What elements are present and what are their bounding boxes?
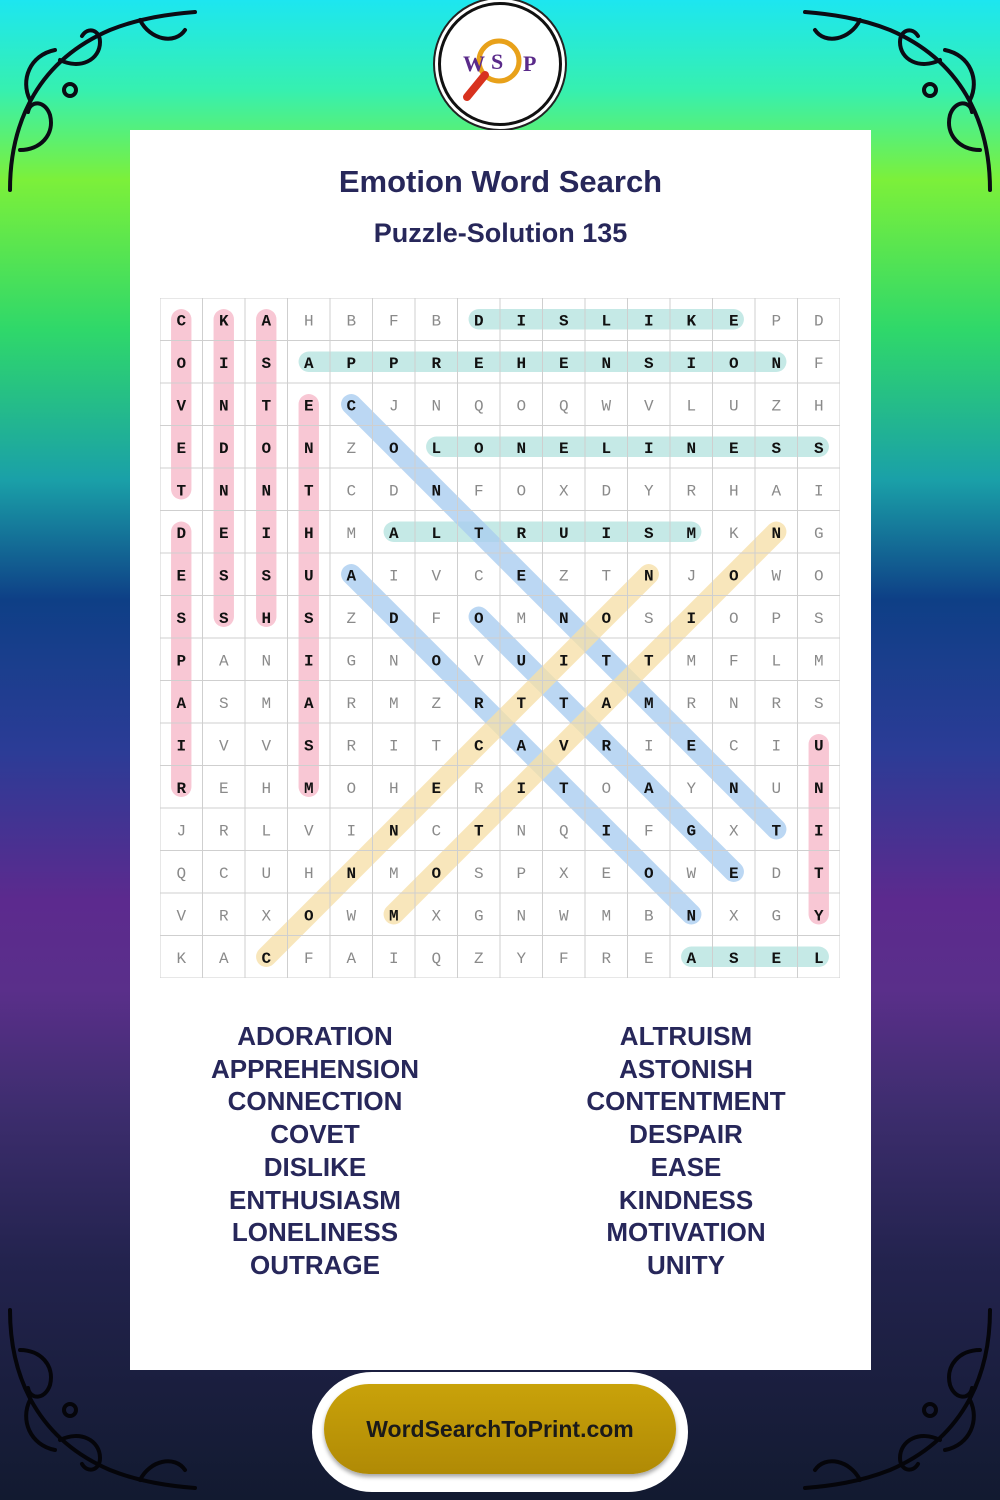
grid-letter: Z <box>771 397 782 416</box>
grid-letter: B <box>643 907 654 926</box>
grid-letter: D <box>473 312 484 331</box>
grid-letter: X <box>558 482 569 501</box>
grid-letter: S <box>303 737 314 756</box>
grid-letter: P <box>346 354 357 373</box>
grid-letter: T <box>558 779 569 798</box>
grid-letter: O <box>176 354 187 373</box>
grid-letter: N <box>558 609 569 628</box>
grid-letter: M <box>601 907 612 926</box>
grid-letter: Y <box>643 482 654 501</box>
site-link-button[interactable] <box>324 1384 676 1474</box>
word-list-right <box>501 1020 871 1282</box>
grid-letter: V <box>261 737 272 756</box>
grid-letter: I <box>388 737 399 756</box>
word-list-item: ALTRUISM <box>619 1021 753 1051</box>
grid-letter: Y <box>686 779 697 798</box>
grid-letter: S <box>261 567 272 586</box>
grid-letter: W <box>346 907 357 926</box>
grid-letter: O <box>643 864 654 883</box>
site-banner <box>312 1372 688 1492</box>
grid-letter: Q <box>558 822 569 841</box>
grid-letter: O <box>516 397 527 416</box>
grid-letter: W <box>686 864 697 883</box>
grid-letter: E <box>218 524 229 543</box>
grid-letter: R <box>601 949 612 968</box>
grid-letter: G <box>813 524 824 543</box>
grid-letter: Q <box>473 397 484 416</box>
magnifier-icon <box>441 5 559 123</box>
word-list-item: DISLIKE <box>263 1151 367 1182</box>
grid-letter: N <box>686 907 697 926</box>
grid-letter: S <box>261 354 272 373</box>
grid-letter: C <box>473 567 484 586</box>
grid-letter: J <box>388 397 399 416</box>
grid-letter: N <box>261 482 272 501</box>
grid-letter: X <box>558 864 569 883</box>
grid-letter: E <box>601 864 612 883</box>
grid-letter: N <box>728 779 739 798</box>
grid-letter: A <box>261 312 272 331</box>
logo-letter-s: S <box>491 49 504 74</box>
grid-letter: K <box>686 312 697 331</box>
grid-letter: B <box>431 312 442 331</box>
word-search-grid <box>160 298 840 978</box>
grid-letter: U <box>261 864 272 883</box>
grid-letter: R <box>771 694 782 713</box>
grid-letter: D <box>176 524 187 543</box>
grid-letter: S <box>303 609 314 628</box>
grid-letter: N <box>346 864 357 883</box>
grid-letter: Y <box>516 949 527 968</box>
grid-letter: A <box>303 354 314 373</box>
grid-letter: T <box>771 822 782 841</box>
grid-letter: D <box>388 609 399 628</box>
grid-letter: A <box>771 482 782 501</box>
grid-letter: D <box>388 482 399 501</box>
grid-letter: T <box>431 737 442 756</box>
word-list-item: MOTIVATION <box>606 1217 766 1248</box>
grid-letter: P <box>771 312 782 331</box>
word-list-item: CONNECTION <box>227 1086 403 1117</box>
grid-letter: R <box>346 694 357 713</box>
grid-letter: M <box>388 907 399 926</box>
grid-letter: S <box>176 609 187 628</box>
grid-letter: H <box>516 354 527 373</box>
grid-letter: D <box>771 864 782 883</box>
word-list-item: LONELINESS <box>231 1217 399 1248</box>
grid-letter: D <box>813 312 824 331</box>
grid-letter: P <box>516 864 527 883</box>
grid-letter: M <box>643 694 654 713</box>
grid-letter: C <box>728 737 739 756</box>
grid-letter: U <box>728 397 739 416</box>
grid-letter: E <box>728 439 739 458</box>
grid-letter: L <box>431 524 442 543</box>
grid-letter: N <box>728 694 739 713</box>
grid-letter: A <box>218 652 229 671</box>
grid-letter: I <box>558 652 569 671</box>
grid-letter: I <box>176 737 187 756</box>
grid-letter: Y <box>813 907 824 926</box>
grid-letter: O <box>431 864 442 883</box>
grid-letter: R <box>218 822 229 841</box>
grid-letter: L <box>771 652 782 671</box>
grid-letter: J <box>176 822 187 841</box>
grid-letter: O <box>728 609 739 628</box>
grid-letter: M <box>516 609 527 628</box>
grid-letter: F <box>813 354 824 373</box>
grid-letter: V <box>431 567 442 586</box>
grid-letter: G <box>346 652 357 671</box>
grid-letter: S <box>643 609 654 628</box>
word-list-item: CONTENTMENT <box>586 1086 786 1117</box>
grid-letter: E <box>176 567 187 586</box>
grid-letter: E <box>728 312 739 331</box>
grid-letter: F <box>431 609 442 628</box>
grid-letter: Z <box>346 439 357 458</box>
grid-letter: E <box>728 864 739 883</box>
grid-letter: S <box>728 949 739 968</box>
grid-letter: Z <box>473 949 484 968</box>
grid-letter: F <box>643 822 654 841</box>
grid-letter: K <box>728 524 739 543</box>
grid-letter: I <box>303 652 314 671</box>
grid-letter: O <box>473 609 484 628</box>
grid-letter: J <box>686 567 697 586</box>
grid-letter: M <box>813 652 824 671</box>
grid-letter: E <box>431 779 442 798</box>
grid-letter: I <box>388 567 399 586</box>
grid-letter: H <box>261 609 272 628</box>
grid-letter: R <box>686 482 697 501</box>
grid-letter: M <box>388 694 399 713</box>
grid-letter: X <box>728 907 739 926</box>
grid-letter: L <box>813 949 824 968</box>
word-list-item: KINDNESS <box>618 1184 754 1215</box>
grid-letter: I <box>261 524 272 543</box>
grid-letter: I <box>516 312 527 331</box>
grid-letter: A <box>388 524 399 543</box>
grid-letter: H <box>303 864 314 883</box>
grid-letter: V <box>218 737 229 756</box>
grid-letter: W <box>558 907 569 926</box>
grid-letter: M <box>346 524 357 543</box>
grid-letter: S <box>813 609 824 628</box>
grid-letter: L <box>686 397 697 416</box>
grid-letter: K <box>218 312 229 331</box>
grid-letter: N <box>261 652 272 671</box>
grid-letter: O <box>813 567 824 586</box>
grid-letter: C <box>261 949 272 968</box>
grid-letter: A <box>303 694 314 713</box>
grid-letter: Z <box>431 694 442 713</box>
grid-letter: O <box>601 779 612 798</box>
grid-letter: Q <box>176 864 187 883</box>
grid-letter: E <box>686 737 697 756</box>
grid-letter: E <box>516 567 527 586</box>
grid-letter: T <box>643 652 654 671</box>
grid-letter: O <box>728 567 739 586</box>
grid-letter: P <box>176 652 187 671</box>
grid-letter: O <box>516 482 527 501</box>
grid-letter: R <box>473 694 484 713</box>
grid-letter: T <box>303 482 314 501</box>
word-list-item: DESPAIR <box>629 1119 743 1150</box>
grid-letter: N <box>431 482 442 501</box>
grid-letter: T <box>601 652 612 671</box>
grid-letter: O <box>431 652 442 671</box>
grid-letter: O <box>473 439 484 458</box>
grid-letter: H <box>261 779 272 798</box>
grid-letter: Q <box>431 949 442 968</box>
grid-letter: V <box>473 652 484 671</box>
word-list-item: COVET <box>270 1119 360 1150</box>
grid-letter: R <box>431 354 442 373</box>
grid-letter: A <box>176 694 187 713</box>
grid-letter: F <box>473 482 484 501</box>
grid-letter: V <box>558 737 569 756</box>
grid-letter: N <box>218 482 229 501</box>
grid-letter: N <box>388 822 399 841</box>
grid-letter: V <box>303 822 314 841</box>
grid-letter: E <box>558 354 569 373</box>
grid-letter: I <box>388 949 399 968</box>
grid-letter: C <box>473 737 484 756</box>
grid-letter: R <box>516 524 527 543</box>
grid-letter: M <box>261 694 272 713</box>
grid-letter: O <box>388 439 399 458</box>
page-subtitle: Puzzle-Solution 135 <box>373 218 628 248</box>
grid-letter: A <box>643 779 654 798</box>
grid-letter: N <box>388 652 399 671</box>
grid-letter: Q <box>558 397 569 416</box>
grid-letter: E <box>643 949 654 968</box>
grid-letter: H <box>388 779 399 798</box>
word-list-item: ENTHUSIASM <box>229 1184 401 1215</box>
grid-letter: C <box>346 482 357 501</box>
grid-canvas <box>160 298 840 978</box>
grid-letter: I <box>643 737 654 756</box>
site-logo[interactable] <box>438 2 562 126</box>
grid-letter: U <box>813 737 824 756</box>
grid-letter: N <box>686 439 697 458</box>
grid-letter: R <box>601 737 612 756</box>
grid-letter: M <box>686 652 697 671</box>
grid-letter: T <box>473 822 484 841</box>
grid-letter: I <box>771 737 782 756</box>
grid-letter: N <box>601 354 612 373</box>
grid-letter: S <box>218 609 229 628</box>
grid-letter: D <box>218 439 229 458</box>
grid-letter: R <box>686 694 697 713</box>
grid-letter: R <box>346 737 357 756</box>
grid-letter: S <box>218 694 229 713</box>
page-title: Emotion Word Search <box>338 164 663 199</box>
grid-letter: A <box>346 949 357 968</box>
grid-letter: S <box>771 439 782 458</box>
grid-letter: O <box>346 779 357 798</box>
grid-letter: T <box>601 567 612 586</box>
grid-letter: A <box>218 949 229 968</box>
grid-letter: S <box>643 354 654 373</box>
grid-letter: L <box>601 312 612 331</box>
grid-letter: T <box>813 864 824 883</box>
grid-letter: C <box>176 312 187 331</box>
grid-letter: U <box>558 524 569 543</box>
grid-letter: N <box>218 397 229 416</box>
grid-letter: I <box>813 822 824 841</box>
grid-letter: T <box>261 397 272 416</box>
grid-letter: Z <box>558 567 569 586</box>
grid-letter: G <box>771 907 782 926</box>
grid-letter: R <box>176 779 187 798</box>
grid-letter: R <box>473 779 484 798</box>
grid-letter: B <box>346 312 357 331</box>
grid-letter: V <box>643 397 654 416</box>
grid-letter: G <box>686 822 697 841</box>
grid-letter: E <box>176 439 187 458</box>
logo-letter-p: P <box>523 51 537 76</box>
grid-letter: I <box>346 822 357 841</box>
grid-letter: M <box>686 524 697 543</box>
grid-letter: A <box>601 694 612 713</box>
grid-letter: C <box>218 864 229 883</box>
grid-letter: X <box>261 907 272 926</box>
grid-letter: I <box>516 779 527 798</box>
grid-letter: X <box>431 907 442 926</box>
grid-letter: N <box>516 907 527 926</box>
grid-letter: O <box>261 439 272 458</box>
grid-letter: N <box>771 524 782 543</box>
grid-letter: I <box>813 482 824 501</box>
grid-letter: E <box>218 779 229 798</box>
grid-letter: N <box>516 439 527 458</box>
grid-letter: R <box>218 907 229 926</box>
word-list-item: UNITY <box>647 1249 725 1280</box>
grid-letter: N <box>431 397 442 416</box>
word-list-item: ADORATION <box>237 1021 393 1051</box>
grid-letter: W <box>771 567 782 586</box>
grid-letter: L <box>431 439 442 458</box>
grid-letter: V <box>176 907 187 926</box>
grid-letter: W <box>601 397 612 416</box>
grid-letter: Z <box>346 609 357 628</box>
grid-letter: I <box>643 439 654 458</box>
site-link-text: WordSearchToPrint.com <box>366 1415 634 1442</box>
grid-letter: M <box>388 864 399 883</box>
puzzle-card <box>130 130 871 1370</box>
word-list-item: OUTRAGE <box>250 1249 380 1280</box>
grid-letter: S <box>473 864 484 883</box>
grid-letter: G <box>473 907 484 926</box>
grid-letter: O <box>601 609 612 628</box>
grid-letter: U <box>771 779 782 798</box>
grid-letter: E <box>558 439 569 458</box>
word-list-item: ASTONISH <box>619 1053 753 1084</box>
grid-letter: I <box>686 354 697 373</box>
grid-letter: C <box>346 397 357 416</box>
grid-letter: L <box>601 439 612 458</box>
grid-letter: E <box>473 354 484 373</box>
grid-letter: A <box>686 949 697 968</box>
grid-letter: P <box>388 354 399 373</box>
grid-letter: F <box>728 652 739 671</box>
grid-letter: S <box>813 694 824 713</box>
grid-letter: T <box>176 482 187 501</box>
grid-letter: S <box>558 312 569 331</box>
grid-letter: K <box>176 949 187 968</box>
grid-letter: I <box>218 354 229 373</box>
grid-letter: C <box>431 822 442 841</box>
grid-letter: I <box>643 312 654 331</box>
grid-letter: I <box>601 524 612 543</box>
grid-letter: H <box>728 482 739 501</box>
grid-letter: E <box>771 949 782 968</box>
grid-letter: A <box>516 737 527 756</box>
grid-letter: I <box>686 609 697 628</box>
grid-letter: N <box>516 822 527 841</box>
grid-letter: S <box>813 439 824 458</box>
logo-letter-w: W <box>463 51 485 76</box>
word-list-item: APPREHENSION <box>210 1053 420 1084</box>
grid-letter: N <box>771 354 782 373</box>
grid-letter: O <box>728 354 739 373</box>
grid-letter: T <box>473 524 484 543</box>
grid-letter: P <box>771 609 782 628</box>
grid-letter: O <box>303 907 314 926</box>
grid-letter: A <box>346 567 357 586</box>
grid-letter: V <box>176 397 187 416</box>
grid-letter: F <box>303 949 314 968</box>
grid-letter: U <box>516 652 527 671</box>
grid-letter: I <box>601 822 612 841</box>
grid-letter: L <box>261 822 272 841</box>
grid-letter: T <box>558 694 569 713</box>
grid-letter: U <box>303 567 314 586</box>
grid-letter: M <box>303 779 314 798</box>
word-list-left <box>130 1020 500 1282</box>
grid-letter: D <box>601 482 612 501</box>
grid-letter: F <box>388 312 399 331</box>
grid-letter: H <box>813 397 824 416</box>
grid-letter: N <box>813 779 824 798</box>
grid-letter: T <box>516 694 527 713</box>
grid-letter: H <box>303 312 314 331</box>
grid-letter: N <box>643 567 654 586</box>
grid-letter: H <box>303 524 314 543</box>
word-list-item: EASE <box>650 1151 722 1182</box>
grid-letter: N <box>303 439 314 458</box>
grid-letter: F <box>558 949 569 968</box>
grid-letter: X <box>728 822 739 841</box>
grid-letter: E <box>303 397 314 416</box>
grid-letter: S <box>218 567 229 586</box>
grid-letter: S <box>643 524 654 543</box>
